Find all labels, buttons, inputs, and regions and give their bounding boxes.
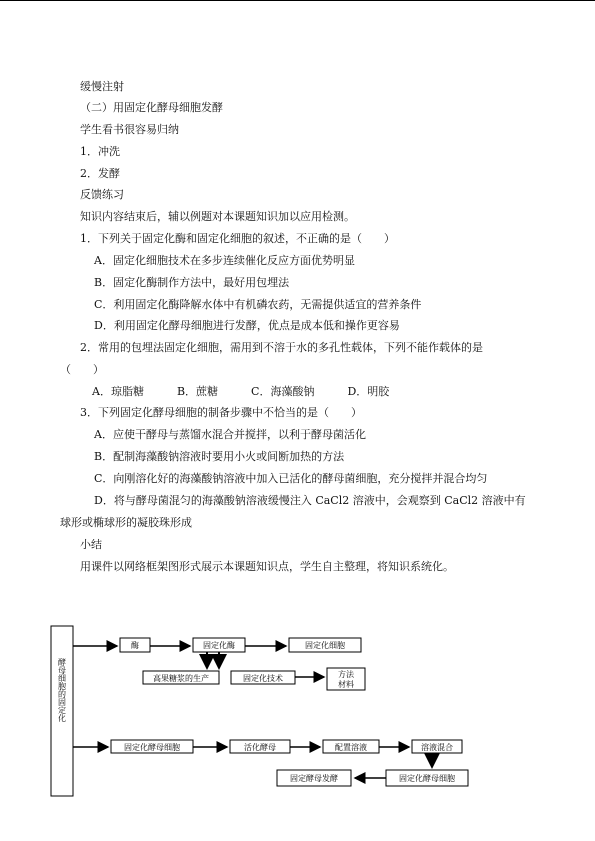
option-d: D．利用固定化酵母细胞进行发酵，优点是成本低和操作更容易: [94, 319, 400, 332]
box-method-label: 方法: [338, 670, 354, 679]
box-immob-cell-label: 固定化细胞: [305, 641, 345, 650]
box-material-label: 材料: [338, 680, 354, 689]
box-mix-label: 溶液混合: [421, 743, 453, 752]
option-c: C．向刚溶化好的海藻酸钠溶液中加入已活化的酵母菌细胞，充分搅拌并混合均匀: [94, 472, 488, 485]
option-b: B．配制海藻酸钠溶液时要用小火或间断加热的方法: [94, 450, 345, 463]
option-b: B．固定化酶制作方法中，最好用包埋法: [94, 276, 290, 289]
option-d-cont: 球形或椭球形的凝胶珠形成: [60, 516, 192, 529]
box-immob-enzyme-label: 固定化酶: [203, 641, 235, 650]
section-heading: 反馈练习: [80, 188, 124, 201]
summary-text: 用课件以网络框架图形式展示本课题知识点，学生自主整理，将知识系统化。: [80, 560, 454, 573]
question-1: 1．下列关于固定化酶和固定化细胞的叙述，不正确的是（ ）: [80, 232, 395, 245]
option-c: C．利用固定化酶降解水体中有机磷农药，无需提供适宜的营养条件: [94, 298, 422, 311]
question-2-options: A．琼脂糖 B．蔗糖 C．海藻酸钠 D．明胶: [92, 385, 390, 398]
text-line: 1．冲洗: [80, 145, 120, 158]
box-fructose-label: 高果糖浆的生产: [153, 674, 209, 683]
side-title: 酵母细胞的固定化: [57, 658, 67, 722]
option-a: A．固定化细胞技术在多步连续催化反应方面优势明显: [94, 254, 355, 267]
summary-heading: 小结: [80, 538, 102, 551]
box-ferment-label: 固定酵母发酵: [290, 774, 338, 783]
text-line: 学生看书很容易归纳: [80, 123, 179, 136]
option-d: D．将与酵母菌混匀的海藻酸钠溶液缓慢注入 CaCl2 溶液中，会观察到 CaCl2 溶液中有: [94, 494, 526, 507]
text-line: 缓慢注射: [80, 80, 124, 93]
box-immob-yeast-label: 固定化酵母细胞: [124, 743, 180, 752]
box-prepare-label: 配置溶液: [335, 743, 367, 752]
question-2: 2．常用的包埋法固定化细胞，需用到不溶于水的多孔性载体，下列不能作载体的是: [80, 341, 483, 354]
question-2-paren: （ ）: [60, 363, 104, 376]
text-line: 知识内容结束后，辅以例题对本课题知识加以应用检测。: [80, 210, 355, 223]
text-line: 2．发酵: [80, 167, 120, 180]
question-3: 3．下列固定化酵母细胞的制备步骤中不恰当的是（ ）: [80, 406, 362, 419]
option-a: A．应使干酵母与蒸馏水混合并搅拌，以利于酵母菌活化: [94, 428, 366, 441]
section-heading: （二）用固定化酵母细胞发酵: [80, 101, 223, 114]
box-activate-label: 活化酵母: [244, 743, 276, 752]
box-immob-yeast-2-label: 固定化酵母细胞: [399, 774, 455, 783]
box-enzyme-label: 酶: [131, 641, 139, 650]
box-immob-tech-label: 固定化技术: [243, 674, 283, 683]
